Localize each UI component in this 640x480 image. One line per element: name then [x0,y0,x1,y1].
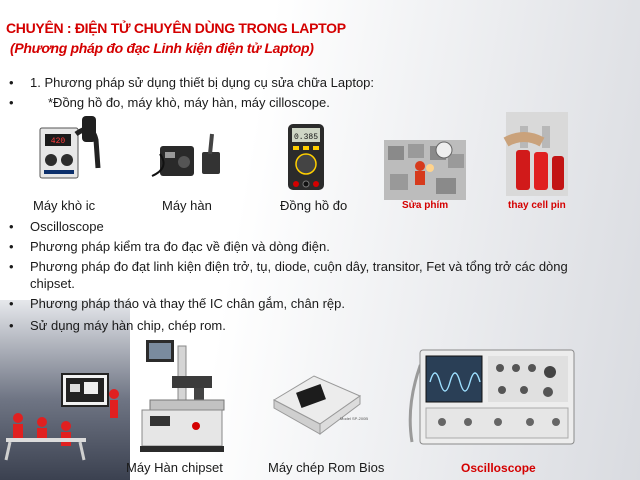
hot-air-station-image [36,112,102,184]
bullet-text-5-cont: chipset. [30,276,75,291]
slide-title: CHUYÊN : ĐIỆN TỬ CHUYÊN DÙNG TRONG LAPTOP [6,20,346,36]
bga-rework-station-image [136,336,228,456]
soldering-station-image [150,132,226,180]
multimeter-display: 0.385 [293,133,319,142]
caption-soldering-station: Máy hàn [162,198,212,213]
multimeter-image [286,122,326,194]
caption-multimeter: Đồng hồ đo [280,198,348,213]
bullet-marker: • [9,219,14,234]
slide-subtitle: (Phương pháp đo đạc Linh kiện điện tử Laptop) [10,40,314,56]
bullet-text-5: Phương pháp đo đạt linh kiện điện trở, tụ, diode, cuộn dây, transitor, Fet và tổng trở các dòng [30,259,568,274]
bullet-marker: • [9,318,14,333]
keyboard-repair-image [384,140,466,200]
bullet-marker: • [9,259,14,274]
bullet-text-1: 1. Phương pháp sử dụng thiết bị dụng cụ sửa chữa Laptop: [30,75,375,90]
oscilloscope-image [406,346,578,454]
bullet-marker: • [9,95,14,110]
caption-rom-programmer: Máy chép Rom Bios [268,460,385,475]
caption-hot-air-station: Máy khò ic [33,198,96,213]
bullet-text-4: Phương pháp kiểm tra đo đạc về điện và dòng điện. [30,239,330,254]
svg-text:420: 420 [50,137,66,146]
bullet-text-2: *Đồng hồ đo, máy khò, máy hàn, máy cilloscope. [48,95,330,110]
caption-battery-cell: thay cell pin [508,200,566,211]
caption-bga-rework-station: Máy Hàn chipset [126,460,223,475]
caption-keyboard-repair: Sửa phím [402,200,449,211]
bullet-marker: • [9,239,14,254]
battery-cell-image [506,112,568,196]
classroom-illustration [0,360,128,470]
caption-oscilloscope: Oscilloscope [461,461,536,475]
bullet-marker: • [9,75,14,90]
programmer-label: Model SP-200B [340,416,369,421]
rom-programmer-image [270,372,369,438]
bullet-text-6: Phương pháp tháo và thay thế IC chân gắm, chân rệp. [30,296,345,311]
bullet-text-7: Sử dụng máy hàn chip, chép rom. [30,318,226,333]
bullet-text-3: Oscilloscope [30,219,104,234]
bullet-marker: • [9,296,14,311]
